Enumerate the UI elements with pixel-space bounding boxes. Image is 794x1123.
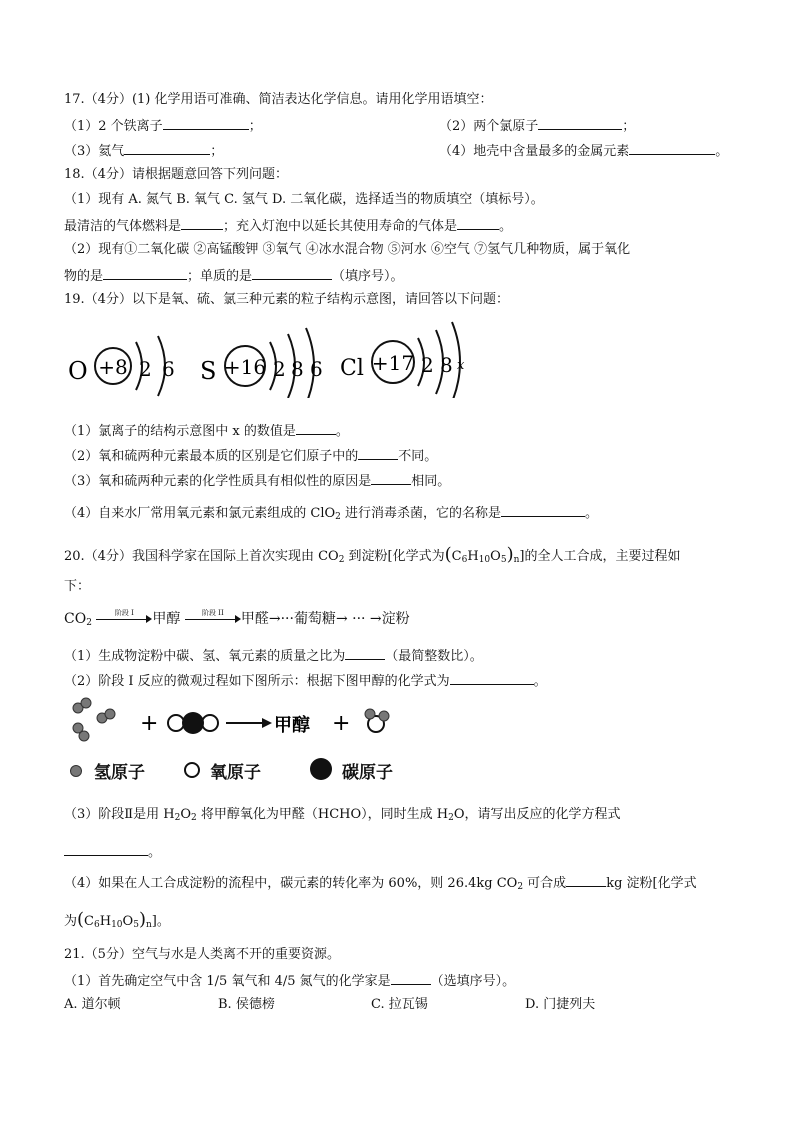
- q19-sub-3: （3）氧和硫两种元素的化学性质具有相似性的原因是 相同。: [64, 471, 450, 491]
- shell-electrons: x: [457, 358, 465, 373]
- q18-line-2: 最清洁的气体燃料是 ；充入灯泡中以延长其使用寿命的气体是 。: [64, 216, 512, 236]
- answer-blank[interactable]: [538, 116, 622, 130]
- q20-title-cont: 下：: [64, 579, 91, 594]
- q21-option-b[interactable]: B. 侯德榜: [218, 997, 275, 1012]
- shell-electrons: 8: [440, 353, 453, 377]
- q18-line-4: 物的是 ；单质的是 （填序号）。: [64, 266, 404, 286]
- answer-blank[interactable]: [371, 471, 411, 485]
- q17-item-2: （2）两个氯原子 ；: [439, 116, 635, 136]
- q19-sub-4: （4）自来水厂常用氧元素和氯元素组成的 ClO$_2$ 进行消毒杀菌，它的名称是 。: [64, 503, 598, 523]
- nucleus-charge: +16: [223, 355, 267, 379]
- q18-title: 18.（4分）请根据题意回答下列问题：: [64, 167, 288, 182]
- q21-option-d[interactable]: D. 门捷列夫: [525, 997, 596, 1012]
- q20-sub-2: （2）阶段 I 反应的微观过程如下图所示：根据下图甲醇的化学式为 。: [64, 671, 547, 691]
- stage-1-arrow: 阶段 I: [96, 612, 152, 626]
- shell-electrons: 2: [139, 357, 152, 381]
- shell-electrons: 6: [310, 357, 323, 381]
- q20-sub-4: （4）如果在人工合成淀粉的流程中，碳元素的转化率为 60%，则 26.4kg $CO_2$ 可合成 kg 淀粉[化学式: [64, 873, 697, 893]
- q20-sub-1: （1）生成物淀粉中碳、氢、氧元素的质量之比为 （最简整数比）。: [64, 646, 483, 666]
- water-molecule: [365, 709, 389, 732]
- answer-blank[interactable]: [252, 266, 332, 280]
- nucleus-charge: +17: [371, 351, 415, 375]
- q21-line-1: （1）首先确定空气中含 1/5 氧气和 4/5 氮气的化学家是 （选填序号）。: [64, 971, 515, 991]
- atom-structure-diagram: [60, 318, 480, 398]
- legend-carbon: 碳原子: [342, 763, 393, 783]
- answer-blank[interactable]: [103, 266, 187, 280]
- q21-option-a[interactable]: A. 道尔顿: [64, 997, 121, 1012]
- oxygen-legend-icon: [184, 762, 200, 778]
- q17-title: 17.（4分）(1) 化学用语可准确、简洁表达化学信息。请用化学用语填空：: [64, 92, 493, 107]
- answer-blank[interactable]: [457, 216, 499, 230]
- answer-blank[interactable]: [181, 216, 223, 230]
- answer-blank[interactable]: [501, 503, 585, 517]
- answer-blank[interactable]: [358, 446, 398, 460]
- answer-blank[interactable]: [450, 671, 534, 685]
- shell-electrons: 2: [421, 353, 434, 377]
- answer-blank[interactable]: [391, 971, 431, 985]
- q21-option-c[interactable]: C. 拉瓦锡: [371, 997, 428, 1012]
- atom-symbol: Cl: [340, 356, 364, 381]
- answer-blank[interactable]: [296, 421, 336, 435]
- carbon-dioxide-molecule: [168, 712, 218, 734]
- legend-hydrogen: 氢原子: [94, 763, 145, 783]
- q19-sub-1: （1）氯离子的结构示意图中 x 的数值是 。: [64, 421, 349, 441]
- q20-title: 20.（4分）我国科学家在国际上首次实现由 $CO_2$ 到淀粉[化学式为$(C_6H_{10}O_5)_n$]的全人工合成，主要过程如: [64, 544, 681, 565]
- shell-electrons: 8: [291, 357, 304, 381]
- atom-symbol: S: [200, 357, 217, 385]
- shell-electrons: 2: [273, 357, 286, 381]
- answer-blank[interactable]: [629, 141, 715, 155]
- plus-sign: +: [140, 711, 159, 736]
- legend-oxygen: 氧原子: [210, 763, 261, 783]
- q19-title: 19.（4分）以下是氧、硫、氯三种元素的粒子结构示意图，请回答以下问题：: [64, 292, 509, 307]
- product-methanol: 甲醇: [274, 715, 310, 736]
- q18-line-3: （2）现有①二氧化碳 ②高锰酸钾 ③氧气 ④冰水混合物 ⑤河水 ⑥空气 ⑦氢气几种物质，属于氧化: [64, 242, 631, 257]
- shell-electrons: 6: [162, 357, 175, 381]
- q20-sub-3: （3）阶段Ⅱ是用 $H_2O_2$ 将甲醇氧化为甲醛（HCHO），同时生成 $H_2O$，请写出反应的化学方程式: [64, 807, 621, 823]
- hydrogen-molecules: [73, 698, 115, 741]
- hydrogen-legend-icon: [70, 765, 82, 777]
- q20-sub-3-answer: 。: [64, 842, 161, 862]
- q21-title: 21.（5分）空气与水是人类离不开的重要资源。: [64, 947, 340, 962]
- q20-flow: $CO_2$ 阶段 I 甲醇 阶段 II 甲醛→···葡萄糖→ ··· →淀粉: [64, 609, 410, 628]
- atom-legend: [64, 760, 464, 784]
- stage-2-arrow: 阶段 II: [185, 612, 241, 626]
- plus-sign: +: [332, 711, 351, 736]
- answer-blank[interactable]: [345, 646, 385, 660]
- q18-line-1: （1）现有 A. 氮气 B. 氧气 C. 氢气 D. 二氧化碳，选择适当的物质填空（填标号）。: [64, 192, 544, 207]
- atom-symbol: O: [68, 357, 88, 385]
- q17-item-1: （1）2 个铁离子 ； （2）两个氯原子 ；: [64, 116, 262, 136]
- carbon-legend-icon: [310, 758, 332, 780]
- q17-item-4: （4）地壳中含量最多的金属元素 。: [439, 141, 728, 161]
- q19-sub-2: （2）氧和硫两种元素最本质的区别是它们原子中的 不同。: [64, 446, 437, 466]
- answer-blank[interactable]: [566, 873, 606, 887]
- q20-sub-4-cont: 为$(C_6H_{10}O_5)_n$]。: [64, 909, 170, 930]
- q17-item-3: （3）氦气 ； （4）地壳中含量最多的金属元素 。: [64, 141, 223, 161]
- answer-blank[interactable]: [64, 842, 148, 856]
- answer-blank[interactable]: [124, 141, 210, 155]
- reaction-arrow-head: [262, 718, 272, 728]
- nucleus-charge: +8: [98, 355, 128, 379]
- answer-blank[interactable]: [163, 116, 249, 130]
